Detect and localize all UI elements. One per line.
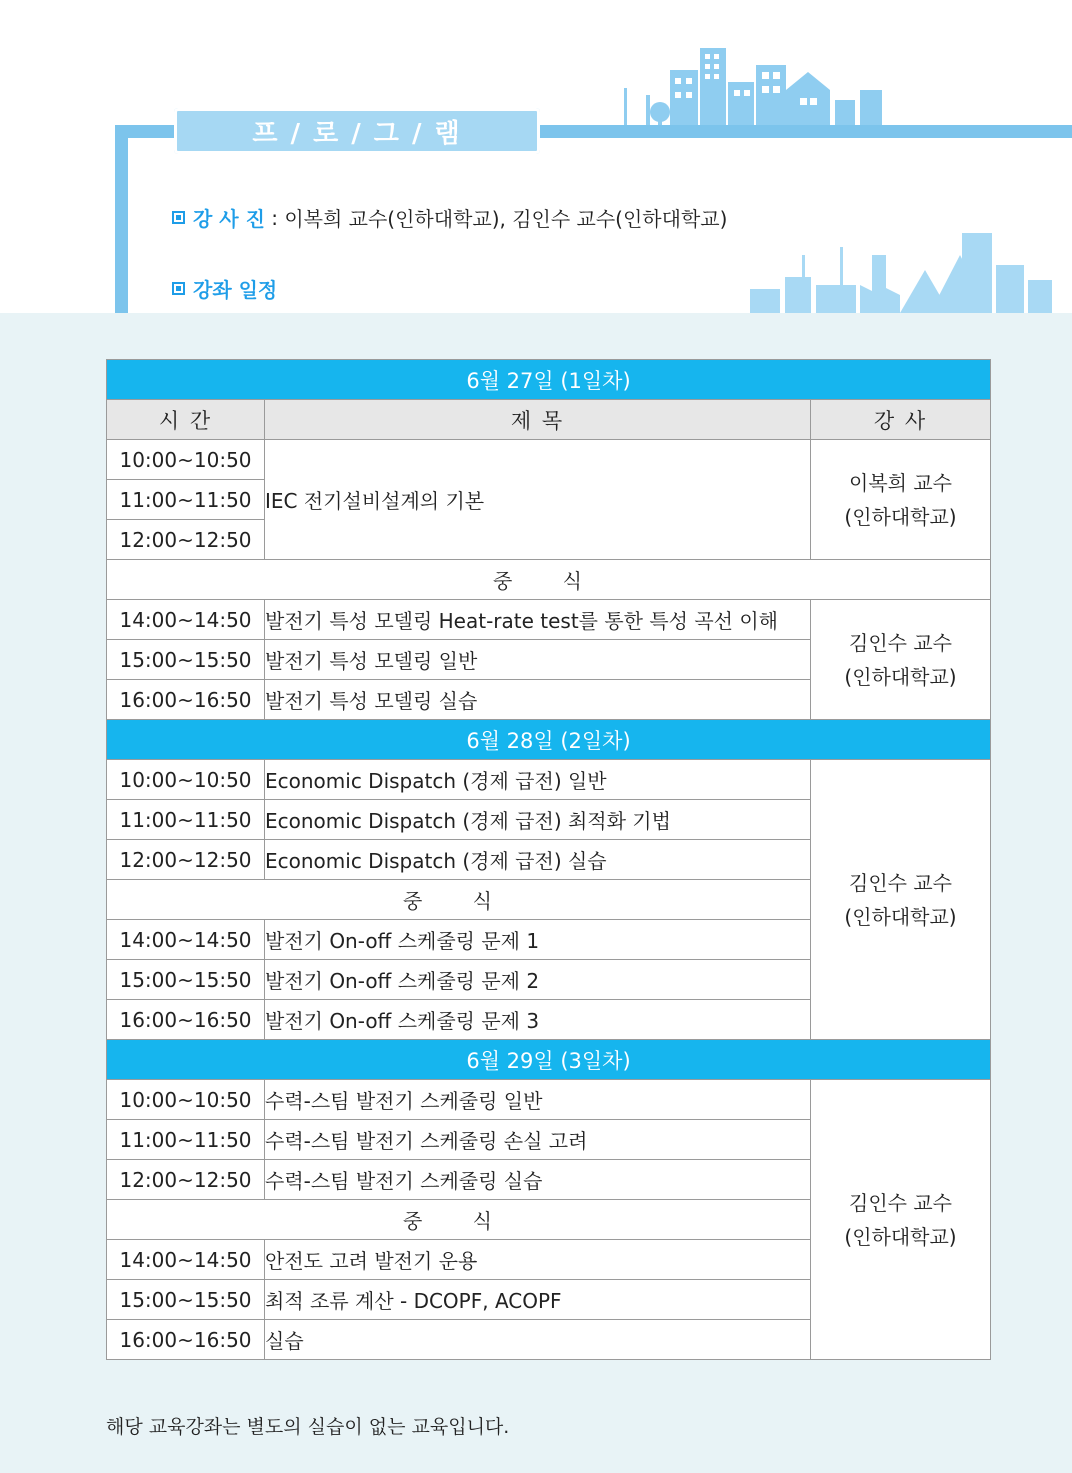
table-row	[107, 760, 991, 800]
instructor-cell	[811, 760, 991, 1040]
footnote: 해당 교육강좌는 별도의 실습이 없는 교육입니다.	[106, 1416, 510, 1438]
day-header-row	[107, 1040, 991, 1080]
day-label: 6월 28일 (2일차)	[107, 720, 991, 760]
square-bullet-icon	[172, 211, 185, 224]
instructor-cell	[811, 440, 991, 560]
lunch-cell: 중 식	[107, 1200, 811, 1240]
frame-left-line	[115, 125, 128, 313]
instructors-line	[172, 203, 727, 232]
lunch-row	[107, 560, 991, 600]
time-cell: 10:00~10:50	[107, 1080, 265, 1120]
title-cell: 수력-스팀 발전기 스케줄링 손실 고려	[265, 1120, 811, 1160]
instructor-affiliation: (인하대학교)	[844, 904, 957, 929]
title-cell: 안전도 고려 발전기 운용	[265, 1240, 811, 1280]
time-cell: 11:00~11:50	[107, 800, 265, 840]
time-cell: 15:00~15:50	[107, 1280, 265, 1320]
instructor-affiliation: (인하대학교)	[844, 1224, 957, 1249]
time-cell: 10:00~10:50	[107, 440, 265, 480]
header-instructor: 강 사	[811, 400, 991, 440]
lunch-cell: 중 식	[107, 880, 811, 920]
instructor-cell	[811, 1080, 991, 1360]
title-cell: 최적 조류 계산 - DCOPF, ACOPF	[265, 1280, 811, 1320]
time-cell: 14:00~14:50	[107, 1240, 265, 1280]
time-cell: 12:00~12:50	[107, 840, 265, 880]
time-cell: 12:00~12:50	[107, 1160, 265, 1200]
schedule-table	[106, 359, 991, 1360]
header-time: 시 간	[107, 400, 265, 440]
time-cell: 16:00~16:50	[107, 1320, 265, 1360]
header-title: 제 목	[265, 400, 811, 440]
title-cell: 발전기 On-off 스케줄링 문제 3	[265, 1000, 811, 1040]
program-title-tab: 프 / 로 / 그 / 램	[174, 108, 540, 154]
instructors-value: 이복희 교수(인하대학교), 김인수 교수(인하대학교)	[284, 207, 728, 231]
instructor-name: 김인수 교수	[849, 870, 952, 895]
title-cell: 발전기 특성 모델링 Heat-rate test를 통한 특성 곡선 이해	[265, 600, 811, 640]
time-cell: 11:00~11:50	[107, 1120, 265, 1160]
title-cell: Economic Dispatch (경제 급전) 실습	[265, 840, 811, 880]
lunch-cell: 중 식	[107, 560, 991, 600]
title-cell: 발전기 On-off 스케줄링 문제 1	[265, 920, 811, 960]
table-row	[107, 600, 991, 640]
title-cell: 발전기 특성 모델링 일반	[265, 640, 811, 680]
time-cell: 16:00~16:50	[107, 1000, 265, 1040]
title-cell: Economic Dispatch (경제 급전) 최적화 기법	[265, 800, 811, 840]
day-label: 6월 29일 (3일차)	[107, 1040, 991, 1080]
day-header-row	[107, 720, 991, 760]
time-cell: 12:00~12:50	[107, 520, 265, 560]
instructors-label: 강 사 진	[193, 207, 265, 231]
table-row	[107, 1080, 991, 1120]
time-cell: 15:00~15:50	[107, 640, 265, 680]
schedule-heading	[172, 274, 277, 303]
instructor-name: 김인수 교수	[849, 1190, 952, 1215]
instructor-name: 김인수 교수	[849, 630, 952, 655]
title-cell: 수력-스팀 발전기 스케줄링 실습	[265, 1160, 811, 1200]
time-cell: 15:00~15:50	[107, 960, 265, 1000]
instructors-sep: :	[264, 205, 285, 230]
instructor-affiliation: (인하대학교)	[844, 664, 957, 689]
title-cell: 발전기 On-off 스케줄링 문제 2	[265, 960, 811, 1000]
title-cell: Economic Dispatch (경제 급전) 일반	[265, 760, 811, 800]
table-row	[107, 440, 991, 480]
instructor-affiliation: (인하대학교)	[844, 504, 957, 529]
schedule-label: 강좌 일정	[193, 278, 278, 302]
title-cell: 실습	[265, 1320, 811, 1360]
time-cell: 14:00~14:50	[107, 600, 265, 640]
time-cell: 16:00~16:50	[107, 680, 265, 720]
industrial-skyline-icon	[740, 225, 1060, 313]
day-header-row	[107, 360, 991, 400]
table-header-row	[107, 400, 991, 440]
day-label: 6월 27일 (1일차)	[107, 360, 991, 400]
instructor-cell	[811, 600, 991, 720]
time-cell: 10:00~10:50	[107, 760, 265, 800]
title-cell: IEC 전기설비설계의 기본	[265, 440, 811, 560]
time-cell: 11:00~11:50	[107, 480, 265, 520]
title-cell: 수력-스팀 발전기 스케줄링 일반	[265, 1080, 811, 1120]
time-cell: 14:00~14:50	[107, 920, 265, 960]
title-cell: 발전기 특성 모델링 실습	[265, 680, 811, 720]
instructor-name: 이복희 교수	[849, 470, 952, 495]
city-skyline-icon	[610, 40, 900, 130]
square-bullet-icon	[172, 282, 185, 295]
